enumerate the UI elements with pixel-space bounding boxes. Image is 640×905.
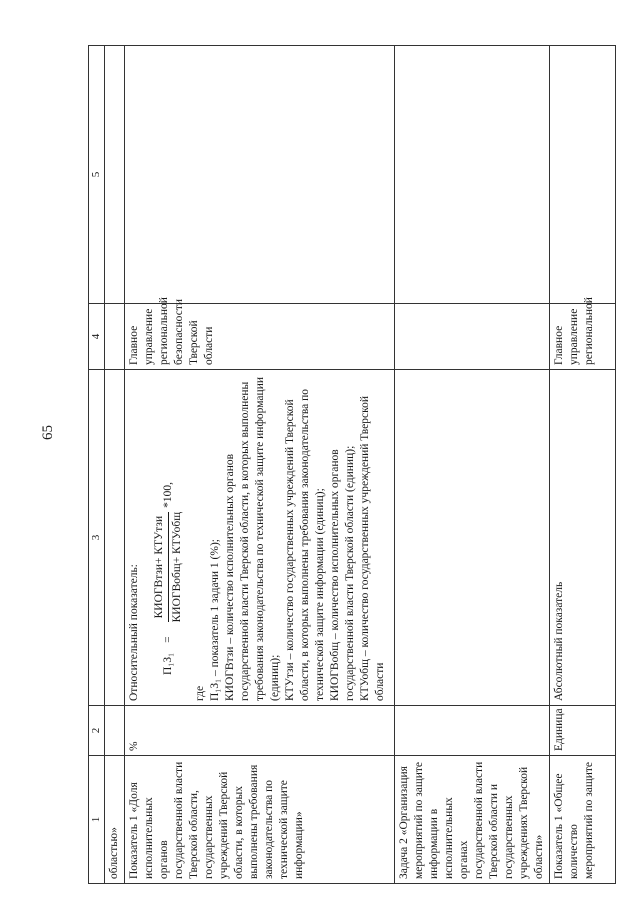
table-row xyxy=(105,46,125,884)
header-cell: 2 xyxy=(89,706,105,756)
cell-notes xyxy=(550,46,616,304)
rotated-table-container xyxy=(88,46,616,884)
table-row xyxy=(125,46,395,884)
cell-method xyxy=(395,370,550,706)
cell-unit: % xyxy=(125,706,395,756)
formula-denominator: КИОГВобщ+ КТУобщ xyxy=(171,511,183,623)
cell-unit xyxy=(395,706,550,756)
table-row xyxy=(550,46,616,884)
cell-notes xyxy=(125,46,395,304)
table-row xyxy=(395,46,550,884)
method-where: где xyxy=(194,685,206,701)
cell-name: Показатель 1 «Общее количество мероприятий по защите xyxy=(550,756,616,884)
method-line: П₁З₁ – показатель 1 задачи 1 (%); xyxy=(209,539,221,701)
table-header-row xyxy=(89,46,105,884)
cell-notes xyxy=(105,46,125,304)
cell-unit xyxy=(105,706,125,756)
method-line: КИОГВтзи – количество исполнительных органов государственной власти Тверской области, в которых выполнены требования законодательства по технической защите информации (единиц); xyxy=(224,377,281,701)
header-cell: 3 xyxy=(89,370,105,706)
cell-method xyxy=(105,370,125,706)
method-line: КИОГВобщ – количество исполнительных органов государственной власти Тверской области (единиц); xyxy=(329,445,356,701)
formula-lhs: П₁З₁ xyxy=(162,652,174,675)
formula-tail: *100, xyxy=(162,482,174,508)
cell-name: Задача 2 «Организация мероприятий по защите информации в исполнительных органах государственной власти Тверской области и государственных учреждениях Тверской области» xyxy=(395,756,550,884)
method-line: КТУобщ – количество государственных учреждений Тверской области xyxy=(359,396,386,701)
formula xyxy=(152,374,185,675)
indicator-table xyxy=(88,45,616,884)
formula-equals: = xyxy=(162,636,174,643)
method-line: КТУтзи – количество государственных учреждений Тверской области, в которых выполнены требования законодательства по технической защите информации (единиц); xyxy=(284,389,326,701)
cell-responsible xyxy=(395,304,550,370)
method-title: Относительный показатель: xyxy=(128,564,140,701)
cell-responsible xyxy=(105,304,125,370)
cell-unit: Единица xyxy=(550,706,616,756)
cell-name: областью» xyxy=(105,756,125,884)
cell-responsible: Главное управление региональной безопасности Тверской области xyxy=(125,304,395,370)
formula-fraction xyxy=(152,512,185,623)
header-cell: 1 xyxy=(89,756,105,884)
page-number: 65 xyxy=(40,425,56,440)
cell-notes xyxy=(395,46,550,304)
formula-numerator: КИОГВтзи+ КТУтзи xyxy=(152,512,169,623)
cell-name: Показатель 1 «Доля исполнительных органов государственной власти Тверской области, государственных учреждений Тверской области, в которых выполнены требования законодательства по технической защите информации» xyxy=(125,756,395,884)
cell-method: Абсолютный показатель xyxy=(550,370,616,706)
cell-responsible: Главное управление региональной xyxy=(550,304,616,370)
header-cell: 4 xyxy=(89,304,105,370)
header-cell: 5 xyxy=(89,46,105,304)
cell-method xyxy=(125,370,395,706)
